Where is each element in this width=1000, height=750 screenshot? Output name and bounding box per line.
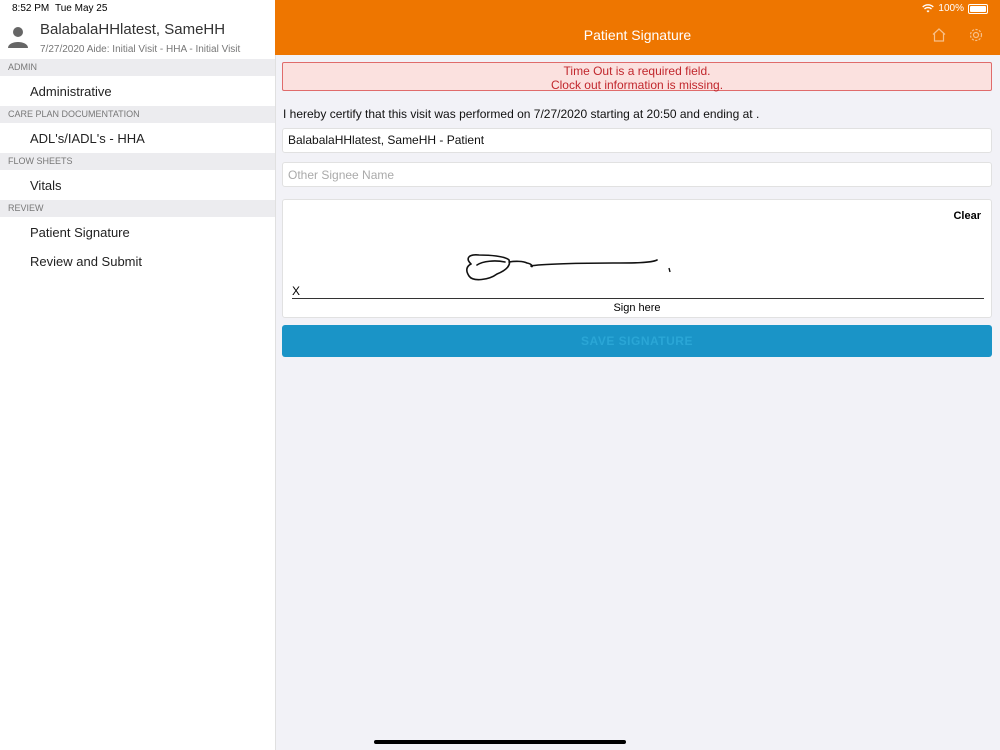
signature-stroke	[283, 200, 991, 317]
error-message-timeout: Time Out is a required field.	[563, 64, 711, 78]
home-icon[interactable]	[931, 27, 947, 43]
signature-pad[interactable]	[282, 199, 992, 318]
other-signee-input[interactable]	[282, 162, 992, 187]
section-header-flow-sheets: FLOW SHEETS	[0, 153, 275, 170]
section-header-care-plan: CARE PLAN DOCUMENTATION	[0, 106, 275, 123]
certification-text: I hereby certify that this visit was performed on 7/27/2020 starting at 20:50 and ending at .	[283, 107, 760, 121]
patient-name: BalabalaHHlatest, SameHH	[40, 21, 226, 38]
clear-button[interactable]: Clear	[953, 210, 981, 222]
sidebar-item-review-submit[interactable]: Review and Submit	[30, 254, 142, 269]
status-right	[922, 3, 988, 14]
visit-info: 7/27/2020 Aide: Initial Visit - HHA - Initial Visit	[40, 44, 241, 55]
status-time: 8:52 PM	[12, 3, 50, 14]
sidebar-item-patient-signature[interactable]: Patient Signature	[30, 225, 130, 240]
save-signature-button[interactable]: SAVE SIGNATURE	[282, 325, 992, 357]
signature-x-mark: X	[292, 284, 301, 298]
wifi-icon	[922, 4, 934, 13]
signature-line	[292, 298, 984, 299]
gear-icon[interactable]	[968, 27, 984, 43]
sidebar	[0, 0, 276, 750]
section-header-admin: ADMIN	[0, 59, 275, 76]
signer-name-field[interactable]: BalabalaHHlatest, SameHH - Patient	[282, 128, 992, 153]
sidebar-item-vitals[interactable]: Vitals	[30, 178, 62, 193]
patient-header	[0, 18, 275, 58]
error-banner	[282, 62, 992, 91]
home-indicator	[374, 740, 626, 744]
page-title: Patient Signature	[583, 27, 692, 43]
battery-icon	[968, 4, 988, 14]
error-message-clockout: Clock out information is missing.	[550, 78, 724, 92]
section-header-review: REVIEW	[0, 200, 275, 217]
sidebar-item-administrative[interactable]: Administrative	[30, 84, 112, 99]
person-icon	[8, 26, 28, 48]
sign-here-label: Sign here	[613, 302, 661, 314]
status-bar	[0, 0, 1000, 18]
sidebar-item-adls[interactable]: ADL's/IADL's - HHA	[30, 131, 145, 146]
battery-percent: 100%	[938, 3, 964, 14]
status-date: Tue May 25	[55, 3, 108, 14]
